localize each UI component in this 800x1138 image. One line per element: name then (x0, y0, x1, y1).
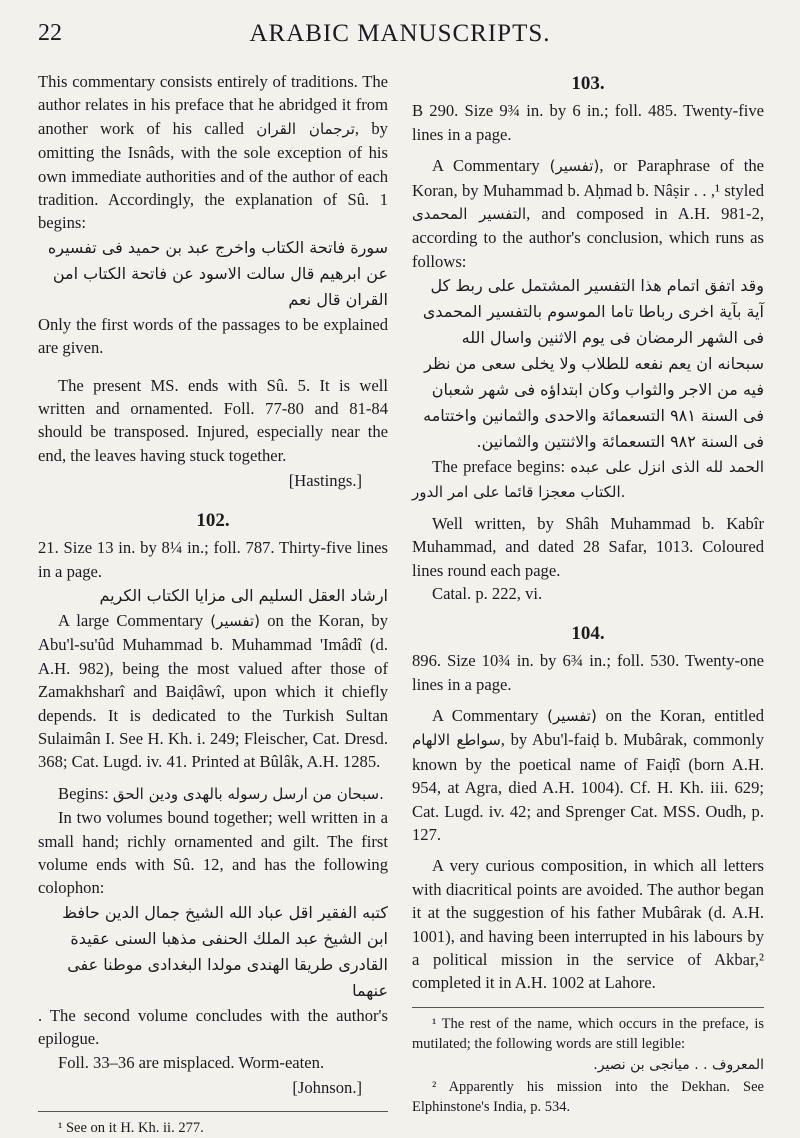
entry-number-103: 103. (571, 73, 605, 94)
page-number: 22 (38, 20, 62, 46)
entry-103-catal: Catal. p. 222, vi. (432, 584, 543, 604)
entry-102-desc-arabic: (تفسير) (210, 611, 260, 630)
entry-104-meta: 896. Size 10¾ in. by 6¾ in.; foll. 530. Twenty-one lines in a page. (412, 651, 764, 694)
intro-arabic-title: ترجمان القران (256, 119, 355, 138)
page-header (38, 20, 762, 54)
entry-102-colophon-arabic: كتبه الفقير اقل عباد الله الشيخ جمال الدين حافظ ابن الشيخ عبد الملك الحنفى مذهبا السنى عقيدة القادرى طريقا الهندى مولدا البغدادى موطنا عفى عنهما (62, 902, 388, 1000)
present-ms-paragraph: The present MS. ends with Sû. 5. It is well written and ornamented. Foll. 77-80 and 81-84 should be transposed. Injured, especially near the end, the leaves having stuck together. (38, 375, 388, 465)
footnote-divider-right (412, 1007, 764, 1008)
right-footnote-1: ¹ The rest of the name, which occurs in the preface, is mutilated; the following words are still legible: (412, 1015, 764, 1052)
entry-102-begins (38, 782, 388, 806)
entry-104-desc-c: , by Abu'l-faiḍ b. Mubârak, commonly known by the poetical name of Faiḍî (born A.H. 954, at Agra, died A.H. 1004). Cf. H. Kh. iii. 629; Cat. Lugd. iv. 42; and Sprenger Cat. MSS. Oudh, p. 127. (412, 730, 764, 844)
intro-arabic-quote: سورة فاتحة الكتاب واخرج عبد بن حميد فى تفسيره عن ابرهيم قال سالت الاسود عن فاتحة الكتاب امن القران قال نعم (47, 237, 388, 309)
entry-104-desc-arabic: (تفسير) (547, 706, 597, 725)
left-footnote: ¹ See on it H. Kh. ii. 277. (58, 1120, 204, 1137)
entry-103-description (412, 154, 764, 273)
entry-104-description (412, 704, 764, 846)
right-column (412, 70, 764, 1117)
entry-103-preface-arabic: الحمد لله الذى انزل على عبده الكتاب معجزا قائما على امر الدور. (412, 458, 764, 501)
intro-text-a: This commentary consists entirely of traditions. The author relates in his preface that he abridged it from another work of his called (38, 72, 388, 138)
entry-103-desc-b: , or Paraphrase of the Koran, by Muhammad b. Aḥmad b. Nâṣir . . ,¹ styled (412, 156, 765, 200)
signature-johnson: [Johnson.] (292, 1078, 362, 1097)
entry-103-written: Well written, by Shâh Muhammad b. Kabîr Muhammad, and dated 28 Safar, 1013. Coloured lines round each page. (412, 514, 764, 580)
entry-104-desc-b: on the Koran, entitled (605, 705, 764, 725)
entry-102-volumes-end: . The second volume concludes with the author's epilogue. (38, 1005, 388, 1049)
right-footnote-1-arabic: المعروف . . ميانجى بن نصير. (593, 1056, 764, 1073)
entry-103-meta: B 290. Size 9¾ in. by 6 in.; foll. 485. Twenty-five lines in a page. (412, 101, 764, 144)
running-title: ARABIC MANUSCRIPTS. (249, 20, 551, 47)
intro-text-b: , by omitting the Isnâds, with the sole exception of his own immediate authorities and of the author of each tradition. Accordingly, the explanation of Sû. 1 begins: (38, 118, 388, 233)
entry-number-104: 104. (571, 622, 605, 644)
entry-103-desc-arabic: (تفسير) (549, 157, 600, 176)
entry-103-conclusion-arabic: وقد اتفق اتمام هذا التفسير المشتمل على ربط كل آية بآية اخرى رباطا تاما الموسوم بالتفسير المحمدى فى الشهر الرمضان فى يوم الاثنين واسال الله سبحانه ان يعم نفعه للطلاب ولا يخلى سعى من نظر فيه من الاجر والثواب وكان ابتداؤه فى شهر شعبان فى السنة ٩٨١ التسعمائة والاحدى والثمانين واختتامه فى السنة ٩٨٢ التسعمائة والاثنتين والثمانين. (422, 276, 764, 452)
entry-103-preface (412, 455, 764, 504)
entry-102-arabic-title: ارشاد العقل السليم الى مزايا الكتاب الكريم (99, 585, 388, 605)
intro-text-c: Only the first words of the passages to be explained are given. (38, 314, 388, 358)
entry-102-begins-arabic: سبحان من ارسل رسوله بالهدى ودين الحق. (112, 784, 384, 803)
entry-102-misplaced: Foll. 33–36 are misplaced. Worm-eaten. (58, 1052, 325, 1072)
footnote-divider (38, 1111, 388, 1112)
intro-paragraph (38, 70, 388, 235)
left-column (38, 70, 388, 1138)
entry-103-desc-c: , and composed in A.H. 981-2, according to the author's conclusion, which runs as follows: (412, 204, 765, 271)
entry-103-preface-label: The preface begins: (432, 457, 566, 477)
entry-102-desc-b: on the Koran, by Abu'l-su'ûd Muhammad b. Muhammad 'Imâdî (d. A.H. 982), being the most valued after those of Zamakhsharî and Baiḍâwî, upon which it chiefly depends. It is dedicated to the Turkish Sultan Sulaimân I. See H. Kh. i. 249; Fleischer, Cat. Dresd. 368; Cat. Lugd. iv. 41. Printed at Bûlâk, A.H. 1285. (38, 610, 389, 772)
entry-104-para2: A very curious composition, in which all letters with diacritical points are avoided. The author began it at the suggestion of his father Mubârak (d. A.H. 1001), and having been interrupted in his labours by a political mission in the service of Akbar,² completed it in A.H. 1002 at Lahore. (412, 856, 764, 993)
entry-104-desc-a: A Commentary (432, 705, 539, 725)
entry-102-description (38, 609, 388, 774)
entry-number-102: 102. (196, 509, 230, 531)
entry-102-volumes: In two volumes bound together; well written in a small hand; richly ornamented and gilt. The first volume ends with Sû. 12, and has the following colophon: (38, 808, 388, 898)
entry-102-begins-label: Begins: (58, 783, 109, 803)
entry-103-arabic-title: التفسير المحمدى (412, 205, 527, 224)
entry-104-arabic-title: سواطع الالهام (412, 731, 501, 750)
right-footnote-2: ² Apparently his mission into the Dekhan. See Elphinstone's India, p. 534. (412, 1079, 764, 1116)
entry-102-meta: 21. Size 13 in. by 8¼ in.; foll. 787. Thirty-five lines in a page. (38, 538, 388, 581)
entry-103-desc-a: A Commentary (432, 156, 540, 176)
entry-102-desc-a: A large Commentary (58, 610, 204, 630)
signature-hastings: [Hastings.] (288, 471, 362, 491)
